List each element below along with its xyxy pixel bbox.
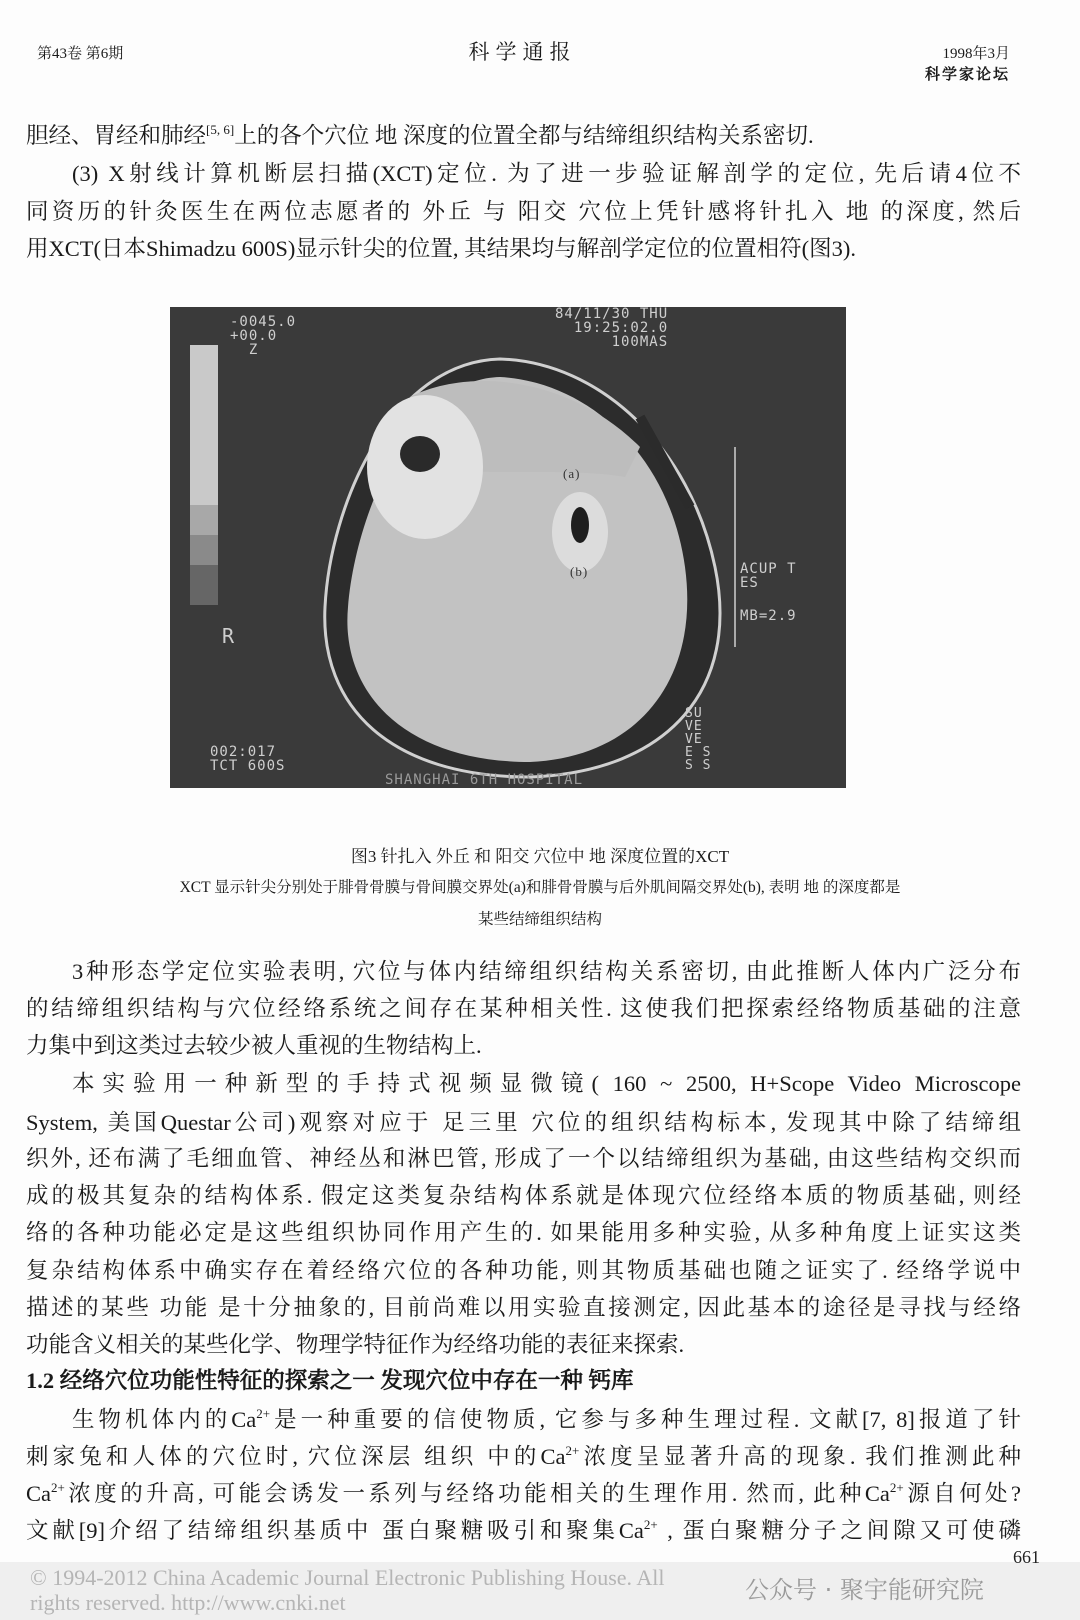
text-segment: 成的极其复杂的结构体系. 假定这类复杂结构体系就是体现穴位经络本质的物质基础, 则经 bbox=[26, 1183, 1021, 1208]
text-segment: 功能含义相关的某些化学、物理学特征作为经络功能的表征来探索. bbox=[26, 1332, 685, 1357]
watermark: 公众号 · 聚宇能研究院 bbox=[745, 1576, 984, 1604]
text-segment: 是一种重要的信使物质, 它参与多种生理过程. 文献[7, 8]报道了针 bbox=[270, 1407, 1021, 1432]
text-segment: 胆经、胃经和肺经 bbox=[26, 123, 207, 148]
text-line bbox=[26, 1517, 1021, 1545]
text-segment: 生物机体内的Ca bbox=[72, 1407, 257, 1432]
text-segment: 用XCT(日本Shimadzu 600S)显示针尖的位置, 其结果均与解剖学定位的位置相符(图3). bbox=[26, 236, 856, 261]
ct-orientation-marker: R bbox=[222, 624, 236, 648]
volume-issue: 第43卷 第6期 bbox=[37, 46, 124, 62]
label-a: (a) bbox=[563, 466, 581, 481]
text-segment: 力集中到这类过去较少被人重视的生物结构上. bbox=[26, 1033, 482, 1058]
figure-caption-title: 图3 针扎入 外丘 和 阳交 穴位中 地 深度位置的XCT bbox=[350, 847, 730, 866]
ct-overlay-mb: MB=2.9 bbox=[740, 608, 797, 624]
superscript: [5, 6] bbox=[206, 122, 235, 137]
figure-caption-line: 某些结缔组织结构 bbox=[477, 911, 602, 928]
ct-overlay-bottom-right: SU VE VE E S S S bbox=[685, 706, 712, 773]
text-line bbox=[26, 1367, 1021, 1395]
issue-date: 1998年3月 bbox=[942, 46, 1010, 62]
figure-caption-line: XCT 显示针尖分别处于腓骨骨膜与骨间膜交界处(a)和腓骨骨膜与后外肌间隔交界处(b), 表明 地 的深度都是 bbox=[179, 879, 901, 896]
text-segment: 描述的某些 功能 是十分抽象的, 目前尚难以用实验直接测定, 因此基本的途径是寻找与经络 bbox=[26, 1295, 1021, 1320]
text-line bbox=[26, 1109, 1021, 1137]
text-line bbox=[26, 235, 1021, 263]
copyright-notice: © 1994-2012 China Academic Journal Electronic Publishing House. All rights reserved. http://www.cnki.net bbox=[30, 1565, 665, 1615]
text-segment: 复杂结构体系中确实存在着经络穴位的各种功能, 则其物质基础也随之证实了. 经络学说中 bbox=[26, 1258, 1021, 1283]
ct-scan-image bbox=[170, 307, 846, 788]
text-segment: 络的各种功能必定是这些组织协同作用产生的. 如果能用多种实验, 从多种角度上证实这类 bbox=[26, 1220, 1021, 1245]
text-segment: 浓度呈显著升高的现象. 我们推测此种 bbox=[579, 1444, 1021, 1469]
text-segment: 1.2 经络穴位功能性特征的探索之一 发现穴位中存在一种 钙库 bbox=[26, 1368, 634, 1393]
page-number: 661 bbox=[1013, 1547, 1040, 1567]
ct-overlay-hospital: SHANGHAI 6TH HOSPITAL bbox=[385, 772, 584, 788]
text-segment: 3种形态学定位实验表明, 穴位与体内结缔组织结构关系密切, 由此推断人体内广泛分布 bbox=[72, 959, 1021, 984]
text-segment: 同资历的针灸医生在两位志愿者的 外丘 与 阳交 穴位上凭针感将针扎入 地 的深度, 然后 bbox=[26, 199, 1021, 224]
ct-overlay-bottom-left: 002:017 TCT 600S bbox=[210, 744, 286, 774]
text-line bbox=[26, 1145, 1021, 1173]
text-line bbox=[26, 1070, 1021, 1098]
text-segment: 浓度的升高, 可能会诱发一系列与经络功能相关的生理作用. 然而, 此种Ca bbox=[64, 1481, 890, 1506]
superscript: 2+ bbox=[256, 1406, 271, 1421]
text-segment: System, 美国Questar公司)观察对应于 足三里 穴位的组织结构标本, 发现其中除了结缔组 bbox=[26, 1110, 1021, 1135]
text-line bbox=[26, 1406, 1021, 1434]
text-line bbox=[26, 122, 1021, 150]
text-line bbox=[26, 1219, 1021, 1247]
text-segment: 源自何处? bbox=[903, 1481, 1021, 1506]
text-line bbox=[26, 160, 1021, 188]
superscript: 2+ bbox=[51, 1480, 65, 1495]
superscript: 2+ bbox=[565, 1443, 580, 1458]
text-line bbox=[26, 958, 1021, 986]
superscript: 2+ bbox=[889, 1480, 904, 1495]
text-segment: , 蛋白聚糖分子之间隙又可使磷 bbox=[657, 1518, 1021, 1543]
ct-overlay-top-left: -0045.0 +00.0 Z bbox=[230, 314, 297, 358]
label-b: (b) bbox=[570, 564, 589, 579]
text-segment: 的结缔组织结构与穴位经络系统之间存在某种相关性. 这使我们把探索经络物质基础的注意 bbox=[26, 996, 1021, 1021]
ct-figure bbox=[170, 307, 846, 788]
text-line bbox=[26, 1331, 1021, 1359]
text-segment: (3) X射线计算机断层扫描(XCT)定位. 为了进一步验证解剖学的定位, 先后请4位不 bbox=[72, 161, 1021, 186]
section-name: 科学家论坛 bbox=[924, 67, 1010, 83]
text-line bbox=[26, 995, 1021, 1023]
text-line bbox=[26, 198, 1021, 226]
text-segment: Ca bbox=[26, 1481, 51, 1506]
text-segment: 上的各个穴位 地 深度的位置全都与结缔组织结构关系密切. bbox=[234, 123, 814, 148]
text-line bbox=[26, 1182, 1021, 1210]
text-segment: 本实验用一种新型的手持式视频显微镜( 160 ~ 2500, H+Scope Video Microscope bbox=[72, 1071, 1021, 1096]
text-segment: 刺家兔和人体的穴位时, 穴位深层 组织 中的Ca bbox=[26, 1444, 566, 1469]
text-line bbox=[26, 1294, 1021, 1322]
superscript: 2+ bbox=[643, 1517, 658, 1532]
text-line bbox=[26, 1443, 1021, 1471]
journal-title: 科学通报 bbox=[468, 40, 577, 64]
text-line bbox=[26, 1032, 1021, 1060]
text-segment: 文献[9]介绍了结缔组织基质中 蛋白聚糖吸引和聚集Ca bbox=[26, 1518, 644, 1543]
text-line bbox=[26, 1257, 1021, 1285]
ct-overlay-acup: ACUP T ES bbox=[740, 561, 797, 591]
text-segment: 织外, 还布满了毛细血管、神经丛和淋巴管, 形成了一个以结缔组织为基础, 由这些结构交织而 bbox=[26, 1146, 1021, 1171]
ct-overlay-top-right: 84/11/30 THU 19:25:02.0 100MAS bbox=[555, 307, 669, 350]
text-line bbox=[26, 1480, 1021, 1508]
